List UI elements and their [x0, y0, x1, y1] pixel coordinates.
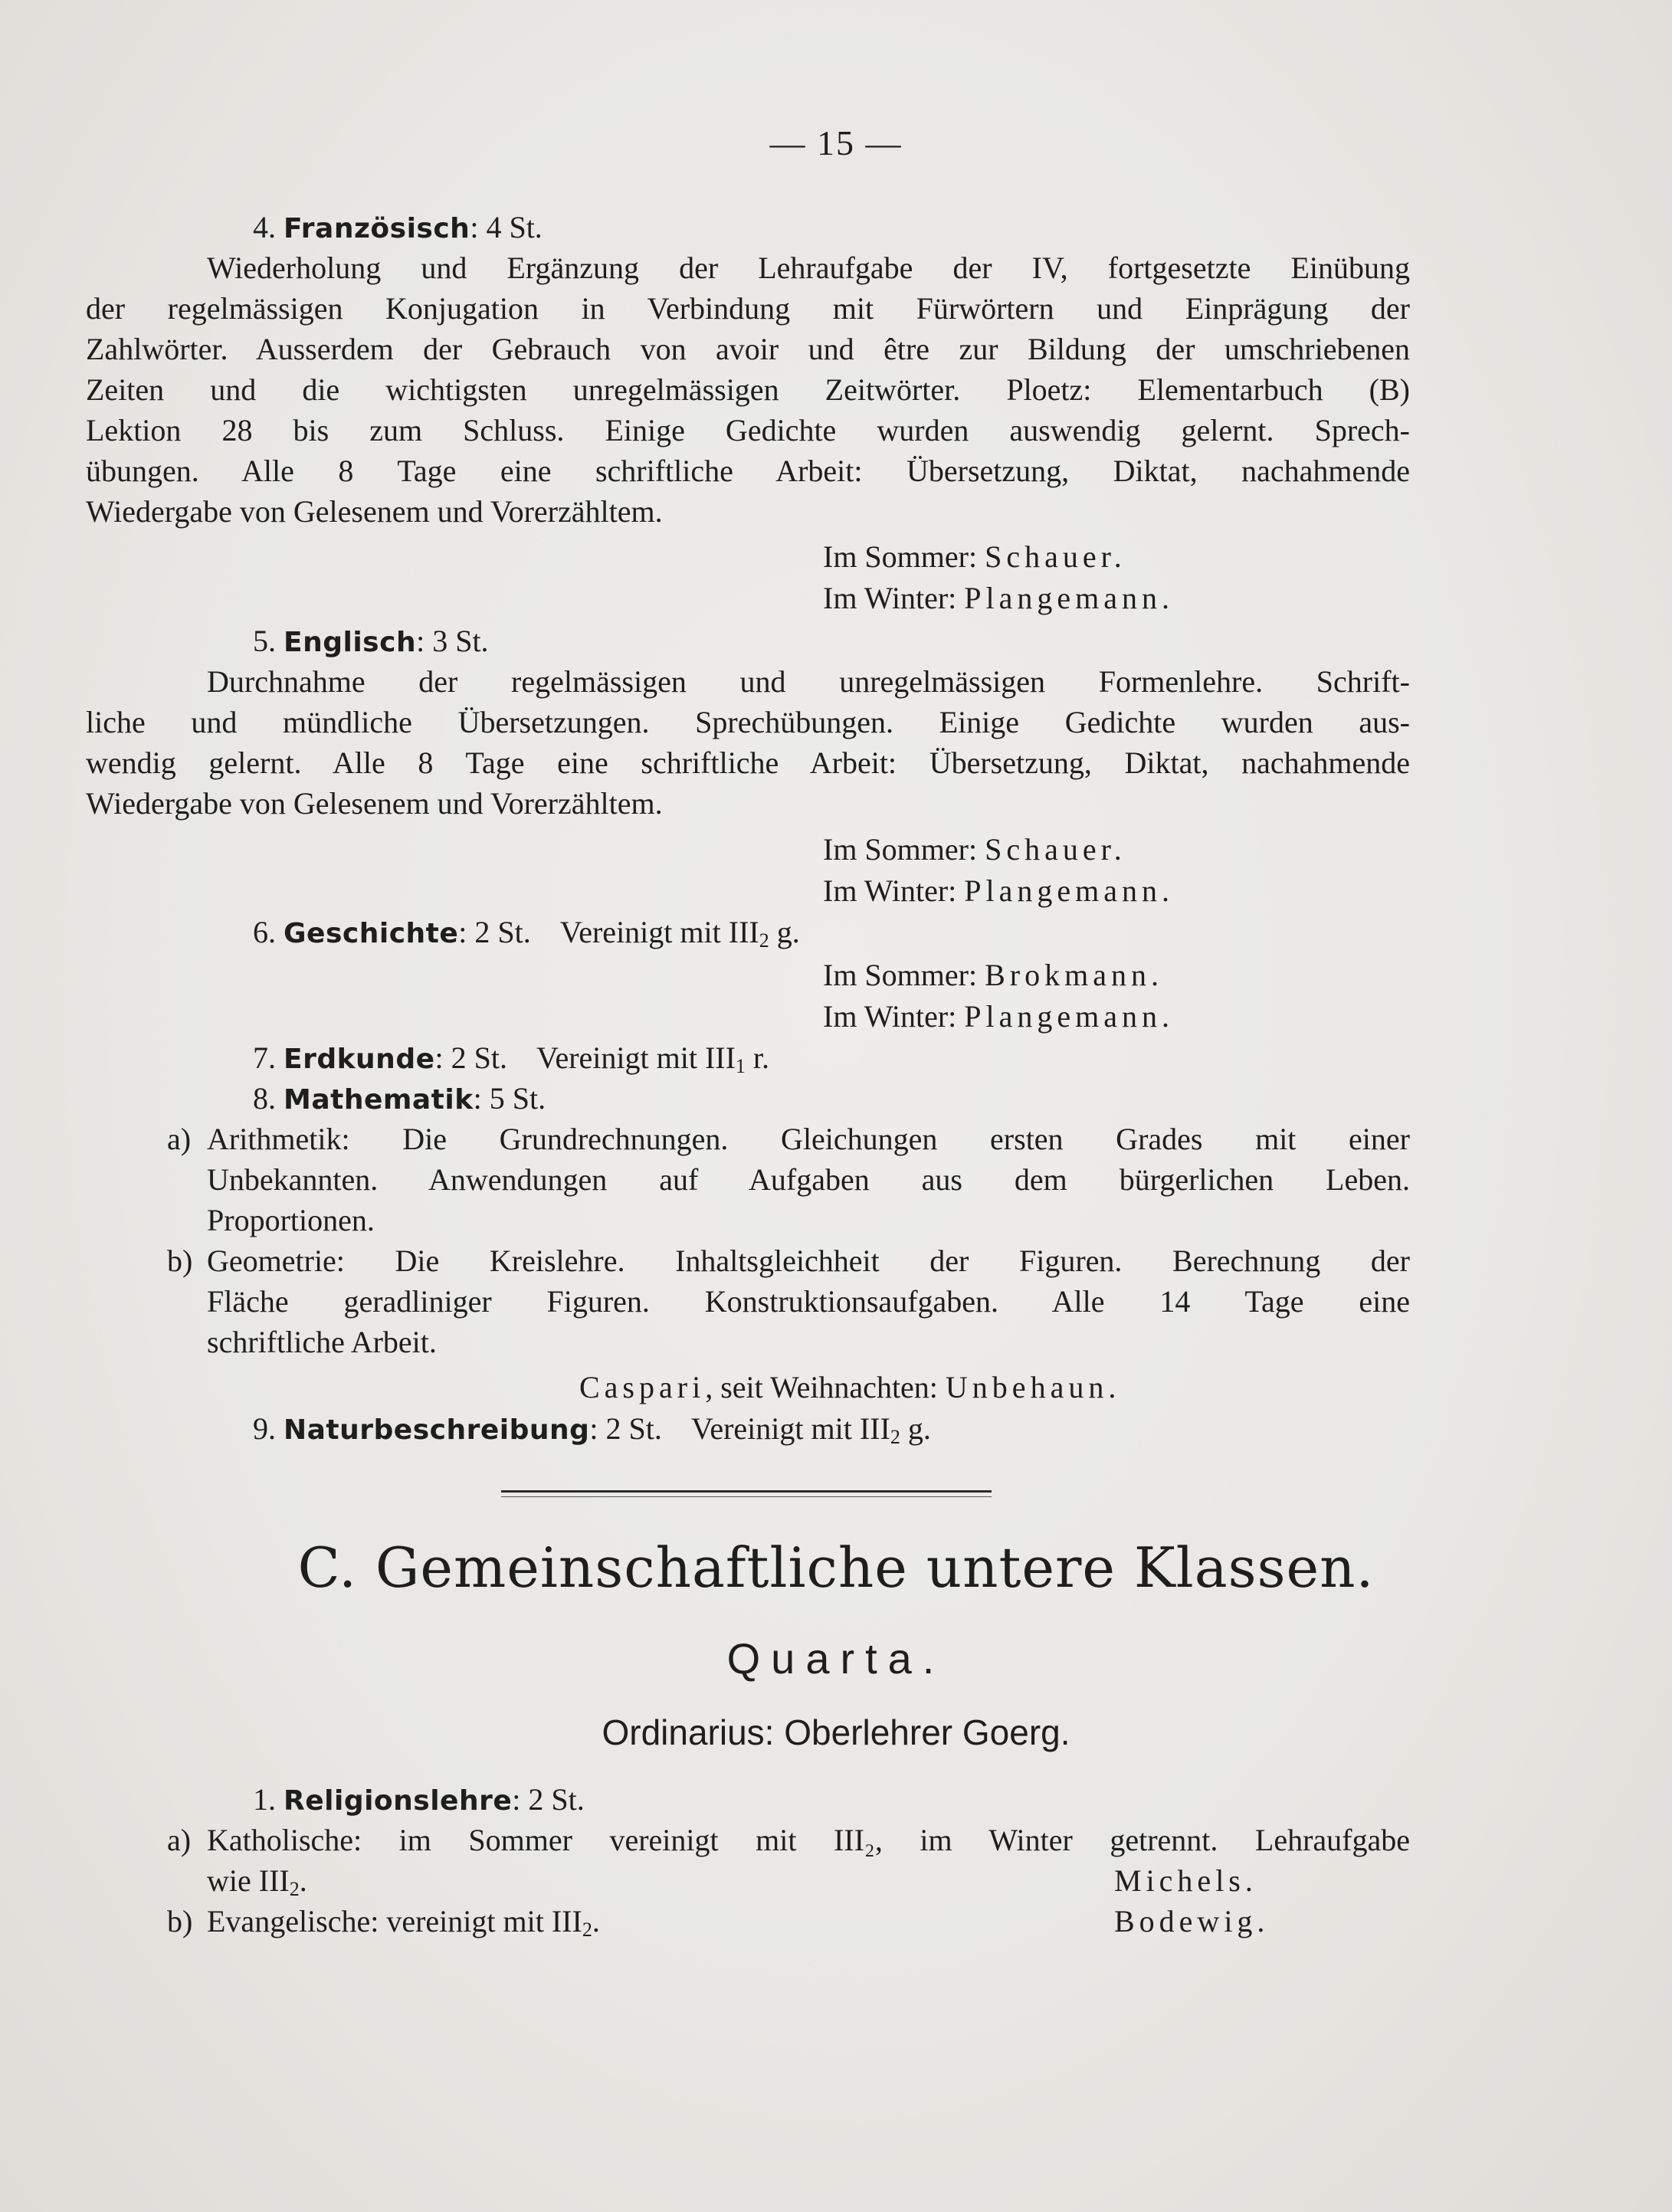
heading-mathematik: [253, 1078, 546, 1120]
paragraph-line: wie $III_2$.: [207, 1863, 307, 1900]
paragraph-line: der regelmässigen Konjugation in Verbindung mit Fürwörtern und Einprägung der: [86, 291, 1410, 326]
teacher-name: Plangemann.: [964, 873, 1175, 908]
section-divider: [501, 1490, 992, 1493]
paragraph-line: Arithmetik: Die Grundrechnungen. Gleichungen ersten Grades mit einer: [207, 1122, 1410, 1156]
paragraph-line: Wiederholung und Ergänzung der Lehraufgabe der IV, fortgesetzte Einübung: [207, 251, 1410, 285]
section-hours: : 2 St.: [458, 915, 531, 949]
paragraph-line: Zeiten und die wichtigsten unregelmässigen Zeitwörter. Ploetz: Elementarbuch (B): [86, 372, 1410, 407]
class-title: Quarta.: [726, 1634, 946, 1683]
paragraph-line: Unbekannten. Anwendungen auf Aufgaben aus dem bürgerlichen Leben.: [207, 1162, 1410, 1197]
paragraph-line: übungen. Alle 8 Tage eine schriftliche Arbeit: Übersetzung, Diktat, nachahmende: [86, 454, 1410, 488]
teacher-summer: [823, 955, 1163, 995]
paragraph-line: Wiedergabe von Gelesenem und Vorerzähltem.: [86, 494, 663, 529]
section-number: 4.: [253, 210, 276, 244]
teacher-label: Im Sommer:: [823, 539, 978, 574]
teacher-name: Schauer.: [985, 539, 1126, 574]
section-title: Englisch: [284, 627, 417, 658]
section-note: Vereinigt mit $III_2$ g.: [559, 915, 800, 952]
teacher-name: Unbehaun.: [945, 1370, 1121, 1404]
ordinarius: Ordinarius: Oberlehrer Goerg.: [602, 1712, 1070, 1752]
page-number: — 15 —: [769, 123, 903, 162]
teacher-winter: [823, 870, 1174, 911]
teacher-winter: [823, 996, 1174, 1037]
list-label: a): [167, 1122, 192, 1156]
paragraph-line: liche und mündliche Übersetzungen. Sprechübungen. Einige Gedichte wurden aus-: [86, 705, 1410, 739]
teacher-label: Im Winter:: [823, 581, 957, 615]
heading-naturbeschreibung: [253, 1408, 931, 1457]
teacher-name: Bodewig.: [1114, 1904, 1270, 1938]
section-title: Mathematik: [284, 1084, 474, 1116]
section-number: 9.: [253, 1411, 276, 1446]
list-label: b): [167, 1904, 193, 1938]
paragraph-line: Fläche geradliniger Figuren. Konstruktionsaufgaben. Alle 14 Tage eine: [207, 1284, 1410, 1319]
teacher-winter: [823, 578, 1174, 618]
teacher-name: Brokmann.: [985, 958, 1163, 992]
teacher-line: [579, 1367, 1120, 1407]
paragraph-line: Lektion 28 bis zum Schluss. Einige Gedichte wurden auswendig gelernt. Sprech-: [86, 413, 1410, 447]
section-note: Vereinigt mit $III_2$ g.: [690, 1411, 931, 1448]
paragraph-line: Katholische: im Sommer vereinigt mit III₂, im Winter getrennt. Lehraufgabe: [207, 1823, 1410, 1857]
paragraph-line: Geometrie: Die Kreislehre. Inhaltsgleichheit der Figuren. Berechnung der: [207, 1244, 1410, 1278]
teacher-note: , seit Weihnachten:: [705, 1370, 946, 1404]
section-hours: : 4 St.: [470, 210, 543, 244]
teacher-summer: [823, 829, 1126, 870]
teacher-label: Im Sommer:: [823, 958, 978, 992]
heading-englisch: [253, 621, 489, 663]
teacher-summer: [823, 536, 1126, 577]
section-note: Vereinigt mit $III_1$ r.: [536, 1040, 770, 1077]
section-title: Geschichte: [284, 918, 459, 949]
paragraph-line: schriftliche Arbeit.: [207, 1325, 437, 1359]
section-number: 7.: [253, 1040, 276, 1075]
paragraph-line: Proportionen.: [207, 1203, 375, 1237]
teacher-label: Im Winter:: [823, 873, 957, 908]
section-number: 6.: [253, 915, 276, 949]
section-number: 8.: [253, 1081, 276, 1116]
teacher-name: Schauer.: [985, 832, 1126, 867]
heading-geschichte: [253, 912, 800, 961]
teacher-name: Plangemann.: [964, 581, 1175, 615]
teacher-name: Caspari: [579, 1370, 706, 1404]
section-number: 5.: [253, 624, 276, 658]
paragraph-line: wendig gelernt. Alle 8 Tage eine schriftliche Arbeit: Übersetzung, Diktat, nachahmende: [86, 746, 1410, 780]
section-title: Erdkunde: [284, 1044, 435, 1075]
section-hours: : 2 St.: [589, 1411, 662, 1446]
list-label: b): [167, 1244, 193, 1278]
teacher-label: Im Sommer:: [823, 832, 978, 867]
paragraph-line: Durchnahme der regelmässigen und unregelmässigen Formenlehre. Schrift-: [207, 664, 1410, 699]
section-title: Religionslehre: [284, 1785, 513, 1817]
heading-franzoesisch: [253, 207, 543, 249]
part-c-title: C. Gemeinschaftliche untere Klassen.: [297, 1535, 1375, 1600]
teacher-name: Michels.: [1114, 1863, 1257, 1898]
section-hours: : 2 St.: [434, 1040, 507, 1075]
section-hours: : 2 St.: [512, 1782, 585, 1817]
section-number: 1.: [253, 1782, 276, 1817]
section-divider-thin: [501, 1496, 992, 1497]
teacher-label: Im Winter:: [823, 999, 957, 1034]
section-title: Französisch: [284, 213, 470, 244]
teacher-name: Plangemann.: [964, 999, 1175, 1034]
heading-religionslehre: [253, 1779, 585, 1821]
paragraph-line: Zahlwörter. Ausserdem der Gebrauch von avoir und être zur Bildung der umschriebenen: [86, 332, 1410, 366]
section-hours: : 5 St.: [473, 1081, 546, 1116]
paragraph-line: Evangelische: vereinigt mit $III_2$.: [207, 1904, 600, 1941]
section-hours: : 3 St.: [416, 624, 489, 658]
paragraph-line: Wiedergabe von Gelesenem und Vorerzähltem.: [86, 786, 663, 821]
section-title: Naturbeschreibung: [284, 1414, 590, 1446]
list-label: a): [167, 1823, 192, 1857]
